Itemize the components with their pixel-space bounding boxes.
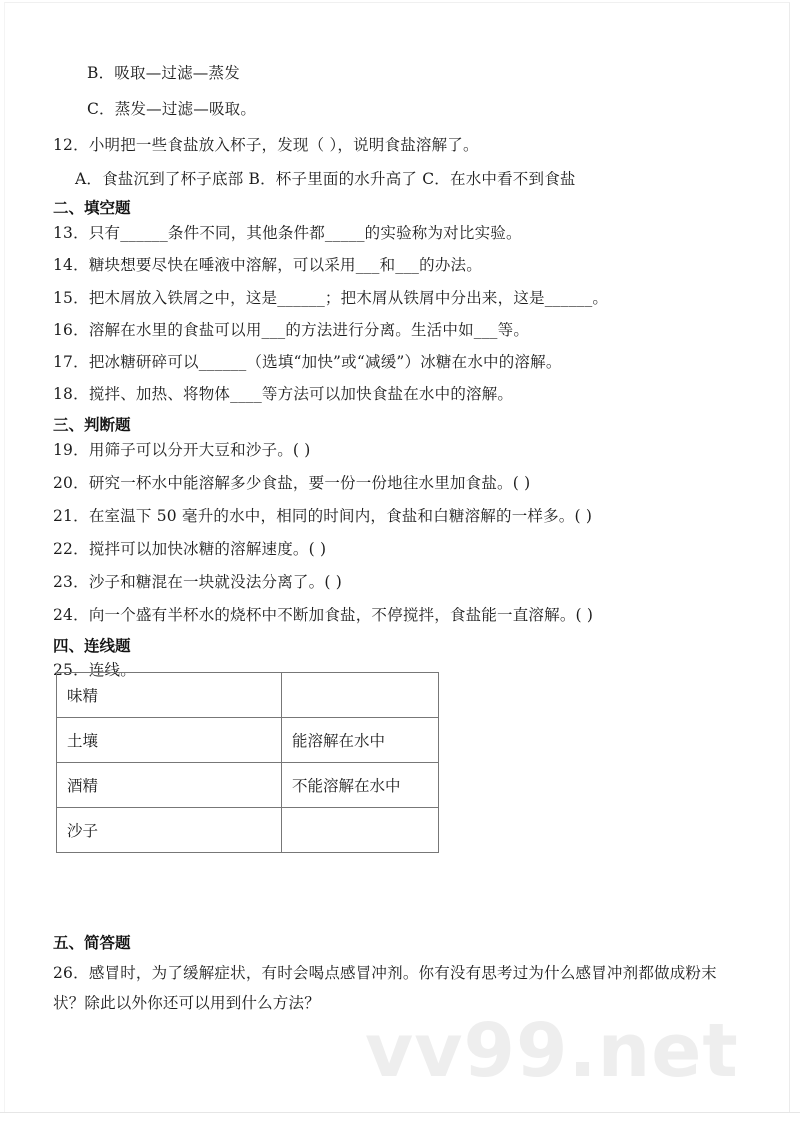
question25-stem: 25．连线。 — [53, 661, 136, 679]
section-heading-true-false: 三、判断题 — [53, 416, 131, 434]
question24: 24．向一个盛有半杯水的烧杯中不断加食盐，不停搅拌，食盐能一直溶解。( ) — [53, 606, 594, 624]
section-heading-matching: 四、连线题 — [53, 637, 131, 655]
question14: 14．糖块想要尽快在唾液中溶解，可以采用___和___的办法。 — [53, 256, 482, 274]
matching-right-cell[interactable] — [282, 673, 439, 718]
matching-table — [56, 672, 439, 853]
paper-sheet — [4, 2, 790, 1112]
page-bottom-strip — [0, 1112, 800, 1137]
question26: 26．感冒时，为了缓解症状，有时会喝点感冒冲剂。你有没有思考过为什么感冒冲剂都做成粉末状？除此以外你还可以用到什么方法？ — [53, 964, 717, 1012]
table-row — [57, 763, 439, 808]
question11-option-b: B．吸取—过滤—蒸发 — [87, 64, 240, 82]
section-heading-fill-blank: 二、填空题 — [53, 199, 131, 217]
question22: 22．搅拌可以加快冰糖的溶解速度。( ) — [53, 540, 327, 558]
question17: 17．把冰糖研碎可以______（选填“加快”或“减缓”）冰糖在水中的溶解。 — [53, 353, 562, 371]
matching-right-cell[interactable]: 能溶解在水中 — [282, 718, 439, 763]
matching-right-cell[interactable]: 不能溶解在水中 — [282, 763, 439, 808]
question18: 18．搅拌、加热、将物体____等方法可以加快食盐在水中的溶解。 — [53, 385, 514, 403]
watermark-text: vv99.net — [365, 1008, 739, 1094]
table-row — [57, 673, 439, 718]
matching-left-cell[interactable]: 酒精 — [57, 763, 282, 808]
matching-left-cell[interactable]: 沙子 — [57, 808, 282, 853]
question12-stem: 12．小明把一些食盐放入杯子，发现（ ），说明食盐溶解了。 — [53, 136, 479, 154]
question16: 16．溶解在水里的食盐可以用___的方法进行分离。生活中如___等。 — [53, 321, 530, 339]
question13: 13．只有______条件不同，其他条件都_____的实验称为对比实验。 — [53, 224, 522, 242]
question12-options: A．食盐沉到了杯子底部 B．杯子里面的水升高了 C．在水中看不到食盐 — [75, 170, 576, 188]
section-heading-short-answer: 五、简答题 — [53, 934, 131, 952]
question21: 21．在室温下 50 毫升的水中，相同的时间内，食盐和白糖溶解的一样多。( ) — [53, 507, 593, 525]
question20: 20．研究一杯水中能溶解多少食盐，要一份一份地往水里加食盐。( ) — [53, 474, 531, 492]
question15: 15．把木屑放入铁屑之中，这是______；把木屑从铁屑中分出来，这是______。 — [53, 289, 609, 307]
table-row — [57, 808, 439, 853]
matching-left-cell[interactable]: 土壤 — [57, 718, 282, 763]
question11-option-c: C．蒸发—过滤—吸取。 — [87, 100, 257, 118]
question19: 19．用筛子可以分开大豆和沙子。( ) — [53, 441, 311, 459]
matching-right-cell[interactable] — [282, 808, 439, 853]
matching-left-cell[interactable]: 味精 — [57, 673, 282, 718]
table-row — [57, 718, 439, 763]
question23: 23．沙子和糖混在一块就没法分离了。( ) — [53, 573, 342, 591]
